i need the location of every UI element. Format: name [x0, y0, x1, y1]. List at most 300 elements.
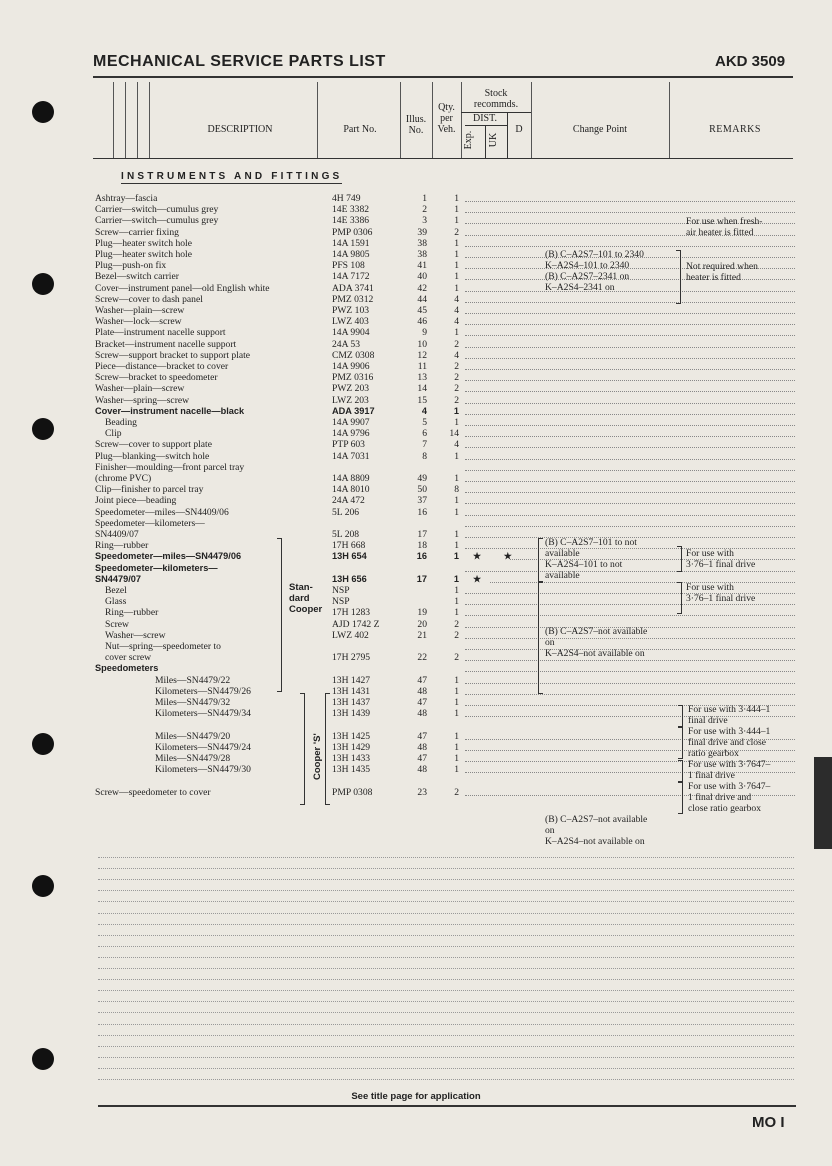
part-number: LWZ 402 [332, 629, 369, 641]
remark-376-b: For use with 3·76–1 final drive [686, 582, 756, 604]
blank-line [98, 857, 794, 858]
quantity: 14 [449, 428, 459, 440]
leader-dots [465, 302, 795, 303]
quantity: 1 [454, 282, 459, 294]
stock-star-icon: ★ [473, 573, 492, 584]
part-number: PMP 0308 [332, 786, 373, 798]
leader-dots [465, 425, 795, 426]
part-description: Glass [105, 596, 127, 608]
quantity: 1 [454, 607, 459, 619]
illus-number: 17 [417, 529, 427, 540]
part-number: 24A 53 [332, 338, 360, 350]
quantity: 4 [454, 439, 459, 451]
col-remarks: REMARKS [709, 124, 761, 135]
quantity: 1 [454, 473, 459, 484]
illus-number: 48 [417, 741, 427, 753]
part-number: LWZ 403 [332, 316, 369, 328]
part-description: Miles—SN4479/20 [155, 730, 231, 742]
quantity: 2 [454, 338, 459, 350]
part-number: PMZ 0316 [332, 372, 374, 384]
quantity: 1 [454, 193, 459, 204]
col-uk: UK [488, 132, 499, 148]
part-number: PMZ 0312 [332, 293, 374, 305]
part-number: ADA 3741 [332, 282, 374, 294]
leader-dots [465, 313, 795, 314]
part-description: Beading [105, 417, 137, 428]
part-number: PWZ 203 [332, 383, 370, 395]
part-number: CMZ 0308 [332, 349, 375, 361]
part-description: Bracket—instrument nacelle support [95, 338, 237, 350]
leader-dots [465, 660, 795, 661]
quantity: 1 [454, 495, 459, 507]
column-divider [669, 82, 670, 158]
leader-dots [465, 246, 795, 247]
part-number: ADA 3917 [332, 405, 375, 416]
page-number: MO I [752, 1114, 785, 1131]
bracket [538, 582, 543, 694]
part-number: 14A 9907 [332, 417, 370, 428]
part-number: 14A 1591 [332, 237, 370, 249]
quantity: 2 [454, 652, 459, 664]
part-number: NSP [332, 596, 350, 608]
part-description: Kilometers—SN4479/26 [155, 685, 251, 697]
blank-line [98, 935, 794, 936]
column-divider [531, 82, 532, 158]
part-number: LWZ 203 [332, 394, 369, 406]
quantity: 1 [454, 327, 459, 339]
table-row [95, 675, 795, 686]
footer-rule [98, 1105, 796, 1107]
part-number: 13H 1425 [332, 730, 371, 742]
part-description: Screw [105, 618, 129, 630]
bracket [300, 693, 305, 805]
column-divider [317, 82, 318, 158]
leader-dots [465, 391, 795, 392]
leader-dots [465, 481, 795, 482]
quantity: 4 [454, 293, 459, 305]
table-row [95, 507, 795, 518]
part-number: 17H 668 [332, 540, 366, 552]
illus-number: 23 [417, 786, 427, 798]
quantity: 1 [454, 204, 459, 216]
col-illus: Illus. No. [405, 114, 427, 136]
standard-cooper-label: Stan- dard Cooper [289, 582, 323, 615]
remark-3647-a: For use with 3·7647– 1 final drive [688, 759, 771, 781]
table-row [95, 283, 795, 294]
part-description: SN4409/07 [95, 529, 139, 540]
illus-number: 20 [417, 618, 427, 630]
leader-dots [465, 380, 795, 381]
part-description: Washer—lock—screw [95, 316, 182, 328]
illus-number: 47 [417, 697, 427, 708]
table-row [95, 316, 795, 327]
column-header-rule [93, 158, 793, 159]
quantity: 1 [454, 685, 459, 697]
illus-number: 47 [417, 753, 427, 764]
table-row [95, 484, 795, 495]
part-description: Plug—heater switch hole [95, 249, 192, 260]
leader-dots [465, 212, 795, 213]
part-number: PWZ 103 [332, 305, 370, 316]
table-row [95, 529, 795, 540]
bracket [678, 782, 683, 814]
part-description: Screw—bracket to speedometer [95, 372, 218, 384]
column-divider [113, 82, 114, 158]
table-row [95, 238, 795, 249]
table-row [95, 619, 795, 630]
illus-number: 48 [417, 708, 427, 720]
blank-line [98, 901, 794, 902]
remark-3444-a: For use with 3·444–1 final drive [688, 704, 771, 726]
part-number: 13H 1431 [332, 685, 371, 697]
part-description: Plug—blanking—switch hole [95, 450, 210, 462]
illus-number: 19 [417, 607, 427, 619]
part-number: 13H 1433 [332, 753, 371, 764]
illus-number: 5 [422, 417, 427, 428]
blank-line [98, 1046, 794, 1047]
leader-dots [465, 671, 795, 672]
col-d: D [515, 124, 523, 135]
illus-number: 42 [417, 282, 427, 294]
table-row [95, 327, 795, 338]
part-description: Bezel [105, 585, 127, 596]
leader-dots [465, 201, 795, 202]
binder-hole [32, 875, 54, 897]
part-description: Carrier—switch—cumulus grey [95, 204, 219, 216]
illus-number: 6 [422, 428, 427, 440]
part-number: 13H 1439 [332, 708, 371, 720]
illus-number: 16 [416, 551, 427, 562]
leader-dots [465, 515, 795, 516]
blank-line [98, 879, 794, 880]
bracket [678, 760, 683, 782]
part-number: 17H 2795 [332, 652, 371, 664]
leader-dots [465, 358, 795, 359]
illus-number: 39 [417, 226, 427, 238]
remark-fresh-air: For use when fresh- air heater is fitted [686, 216, 763, 238]
quantity: 2 [454, 226, 459, 238]
part-number: AJD 1742 Z [332, 618, 380, 630]
illus-number: 18 [417, 540, 427, 552]
illus-number: 16 [417, 506, 427, 518]
leader-dots [465, 604, 795, 605]
table-row [95, 495, 795, 506]
quantity: 1 [453, 551, 459, 562]
blank-line [98, 1001, 794, 1002]
bracket [277, 538, 282, 692]
illus-number: 44 [417, 293, 427, 305]
remark-3647-b: For use with 3·7647– 1 final drive and close ratio gearbox [688, 781, 771, 814]
col-description: DESCRIPTION [207, 124, 273, 135]
remark-3444-b: For use with 3·444–1 final drive and close ratio gearbox [688, 726, 771, 759]
part-description: Clip [105, 428, 122, 440]
table-row [95, 630, 795, 641]
illus-number: 38 [417, 237, 427, 249]
bracket [538, 538, 543, 582]
part-description: Clip—finisher to parcel tray [95, 484, 204, 496]
part-number: 14A 9906 [332, 361, 370, 372]
blank-line [98, 868, 794, 869]
illus-number: 14 [417, 383, 427, 395]
application-note: See title page for application [351, 1091, 481, 1102]
quantity: 4 [454, 349, 459, 361]
part-number: 5L 208 [332, 529, 360, 540]
illus-number: 48 [417, 685, 427, 697]
quantity: 1 [454, 585, 459, 596]
cooper-s-label: Cooper 'S' [312, 733, 323, 780]
table-row [95, 406, 795, 417]
table-row [95, 305, 795, 316]
illus-number: 15 [417, 394, 427, 406]
part-description: Kilometers—SN4479/24 [155, 741, 251, 753]
header-rule [93, 76, 793, 78]
quantity: 1 [454, 753, 459, 764]
part-number: 13H 1429 [332, 741, 371, 753]
document-code: AKD 3509 [715, 53, 786, 70]
part-description: Kilometers—SN4479/34 [155, 708, 251, 720]
leader-dots [465, 470, 795, 471]
part-number: 14A 9796 [332, 428, 370, 440]
quantity: 1 [454, 540, 459, 552]
part-description: Screw—support bracket to support plate [95, 349, 251, 361]
table-row [95, 428, 795, 439]
binder-hole [32, 101, 54, 123]
quantity: 1 [454, 529, 459, 540]
blank-line [98, 1068, 794, 1069]
part-number: 4H 749 [332, 193, 361, 204]
change-point-screw: (B) C–A2S7–not available on K–A2S4–not available on [545, 814, 648, 847]
blank-line [98, 946, 794, 947]
quantity: 1 [454, 417, 459, 428]
quantity: 2 [454, 629, 459, 641]
bracket [325, 693, 330, 805]
part-number: 14A 8809 [332, 473, 370, 484]
part-description: Miles—SN4479/28 [155, 753, 231, 764]
quantity: 4 [454, 316, 459, 328]
part-description: Screw—speedometer to cover [95, 786, 211, 798]
illus-number: 47 [417, 730, 427, 742]
part-number: 14A 7031 [332, 450, 370, 462]
blank-line [98, 979, 794, 980]
binder-hole [32, 418, 54, 440]
blank-line [98, 1035, 794, 1036]
quantity: 1 [454, 249, 459, 260]
table-row [95, 383, 795, 394]
part-description: Kilometers—SN4479/30 [155, 764, 251, 776]
part-description: Ashtray—fascia [95, 193, 158, 204]
leader-dots [465, 347, 795, 348]
table-row [95, 473, 795, 484]
quantity: 1 [454, 730, 459, 742]
part-description: Speedometer—miles—SN4409/06 [95, 506, 229, 518]
part-description: Joint piece—beading [95, 495, 177, 507]
table-row [95, 204, 795, 215]
illus-number: 37 [417, 495, 427, 507]
col-dist: DIST. [473, 113, 497, 124]
part-number: 13H 1437 [332, 697, 371, 708]
remark-376-a: For use with 3·76–1 final drive [686, 548, 756, 570]
table-row [95, 361, 795, 372]
part-number: PTP 603 [332, 439, 365, 451]
table-row [95, 607, 795, 618]
leader-dots [465, 447, 795, 448]
leader-dots [465, 683, 795, 684]
bracket [678, 705, 683, 727]
quantity: 1 [454, 450, 459, 462]
illus-number: 7 [422, 439, 427, 451]
table-row [95, 395, 795, 406]
table-row [95, 372, 795, 383]
dist-divider [485, 125, 486, 158]
part-description: (chrome PVC) [95, 473, 152, 484]
illus-number: 50 [417, 484, 427, 496]
table-row [95, 417, 795, 428]
illus-number: 48 [417, 764, 427, 776]
bracket [676, 250, 681, 304]
quantity: 1 [454, 215, 459, 227]
quantity: 2 [454, 618, 459, 630]
part-number: PMP 0306 [332, 226, 373, 238]
table-row [95, 193, 795, 204]
table-row [95, 641, 795, 652]
illus-number: 4 [421, 405, 427, 416]
part-number: 5L 206 [332, 506, 360, 518]
illus-number: 49 [417, 473, 427, 484]
part-description: Washer—screw [105, 629, 166, 641]
part-number: 24A 472 [332, 495, 365, 507]
column-divider [137, 82, 138, 158]
blank-line [98, 924, 794, 925]
part-description: Washer—plain—screw [95, 383, 185, 395]
part-description: Speedometer—miles—SN4479/06 [95, 551, 242, 562]
quantity: 2 [454, 786, 459, 798]
part-description: Speedometer—kilometers— [95, 562, 218, 573]
illus-number: 45 [417, 305, 427, 316]
index-tab [814, 757, 832, 849]
part-description: Washer—spring—screw [95, 394, 190, 406]
quantity: 2 [454, 394, 459, 406]
part-description: Washer—plain—screw [95, 305, 185, 316]
col-qty: Qty. per Veh. [437, 102, 456, 135]
table-row [95, 462, 795, 473]
table-row [95, 518, 795, 529]
part-description: Screw—carrier fixing [95, 226, 179, 238]
table-row [95, 294, 795, 305]
table-row [95, 249, 795, 260]
bracket [677, 582, 682, 614]
remark-not-required: Not required when heater is fitted [686, 261, 758, 283]
blank-line [98, 1057, 794, 1058]
quantity: 2 [454, 372, 459, 384]
leader-dots [465, 436, 795, 437]
part-description: Plug—push-on fix [95, 260, 167, 272]
blank-line [98, 1012, 794, 1013]
part-description: Screw—cover to dash panel [95, 293, 203, 305]
leader-dots [465, 414, 795, 415]
illus-number: 11 [417, 361, 427, 372]
leader-dots [465, 615, 795, 616]
quantity: 1 [454, 764, 459, 776]
change-point-heater: (B) C–A2S7–101 to 2340 K–A2S4–101 to 2340 (B) C–A2S7–2341 on K–A2S4–2341 on [545, 249, 644, 293]
column-divider [149, 82, 150, 158]
leader-dots [465, 526, 795, 527]
section-heading: INSTRUMENTS AND FITTINGS [121, 171, 343, 182]
table-row [95, 439, 795, 450]
part-description: Finisher—moulding—front parcel tray [95, 461, 245, 473]
part-number: 13H 1435 [332, 764, 371, 776]
table-row [95, 652, 795, 663]
part-description: Ring—rubber [95, 540, 149, 552]
table-row [95, 686, 795, 697]
part-description: cover screw [105, 652, 152, 664]
bracket [677, 546, 682, 572]
illus-number: 41 [417, 260, 427, 272]
part-number: 14E 3386 [332, 215, 370, 227]
col-part-no: Part No. [343, 124, 377, 135]
leader-dots [465, 369, 795, 370]
illus-number: 1 [422, 193, 427, 204]
part-description: Cover—instrument panel—old English white [95, 282, 270, 294]
quantity: 1 [454, 596, 459, 608]
part-description: Ring—rubber [105, 607, 159, 619]
table-row [95, 451, 795, 462]
part-number: 14E 3382 [332, 204, 370, 216]
quantity: 1 [454, 506, 459, 518]
part-number: 14A 8010 [332, 484, 370, 496]
illus-number: 47 [417, 674, 427, 686]
part-description: Miles—SN4479/22 [155, 674, 231, 686]
illus-number: 8 [422, 450, 427, 462]
part-description: Piece—distance—bracket to cover [95, 361, 229, 372]
part-description: Plate—instrument nacelle support [95, 327, 226, 339]
part-number: 14A 9805 [332, 249, 370, 260]
illus-number: 21 [417, 629, 427, 641]
binder-hole [32, 1048, 54, 1070]
blank-line [98, 968, 794, 969]
binder-hole [32, 733, 54, 755]
part-description: Bezel—switch carrier [95, 271, 179, 283]
change-point-speedo: (B) C–A2S7–101 to not available K–A2S4–101 to not available [545, 537, 637, 581]
illus-number: 9 [422, 327, 427, 339]
column-divider [125, 82, 126, 158]
quantity: 1 [454, 260, 459, 272]
part-description: Cover—instrument nacelle—black [95, 405, 245, 416]
dist-rule [465, 125, 507, 126]
table-row [95, 350, 795, 361]
blank-line [98, 990, 794, 991]
part-number: 14A 7172 [332, 271, 370, 283]
col-stock: Stock recommds. [473, 88, 519, 110]
blank-line [98, 913, 794, 914]
leader-dots [465, 403, 795, 404]
part-number: 13H 654 [332, 551, 367, 562]
part-description: Screw—cover to support plate [95, 439, 212, 451]
illus-number: 22 [417, 652, 427, 664]
col-exp: Exp. [463, 130, 474, 150]
illus-number: 3 [422, 215, 427, 227]
quantity: 1 [454, 674, 459, 686]
illus-number: 40 [417, 271, 427, 283]
stock-star-icon: ★ ★ [473, 551, 523, 562]
quantity: 1 [454, 237, 459, 249]
table-row [95, 663, 795, 674]
part-number: NSP [332, 585, 350, 596]
leader-dots [465, 694, 795, 695]
blank-line [98, 1079, 794, 1080]
quantity: 8 [454, 484, 459, 496]
illus-number: 13 [417, 372, 427, 384]
part-description: Plug—heater switch hole [95, 237, 192, 249]
